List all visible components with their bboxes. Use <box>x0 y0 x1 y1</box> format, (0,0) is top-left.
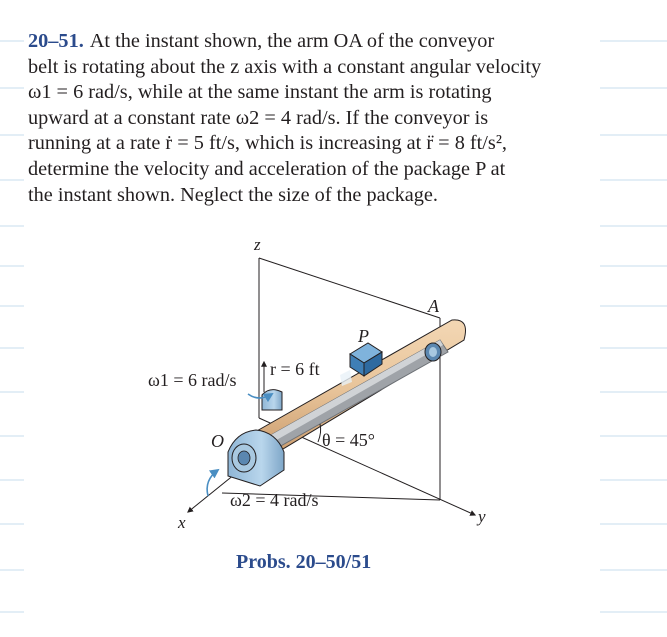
problem-number: 20–51. <box>28 30 84 52</box>
label-r: r = 6 ft <box>270 359 320 379</box>
front-support <box>228 430 284 486</box>
label-omega2: ω2 = 4 rad/s <box>230 490 319 510</box>
label-y: y <box>478 507 486 526</box>
problem-line-6: determine the velocity and acceleration of the package P at <box>28 157 506 180</box>
back-support <box>262 390 282 410</box>
problem-line-4: upward at a constant rate ω2 = 4 rad/s. If the conveyor is <box>28 106 489 129</box>
label-O: O <box>211 431 224 451</box>
label-omega1: ω1 = 6 rad/s <box>148 370 237 390</box>
label-A: A <box>428 296 439 316</box>
label-x: x <box>178 513 186 532</box>
label-P: P <box>358 326 369 346</box>
label-theta: θ = 45° <box>322 430 375 450</box>
label-z: z <box>254 235 261 254</box>
problem-line-7: the instant shown. Neglect the size of the package. <box>28 183 438 206</box>
figure-caption: Probs. 20–50/51 <box>236 551 372 573</box>
problem-line-5: running at a rate ṙ = 5 ft/s, which is increasing at r̈ = 8 ft/s², <box>28 132 507 155</box>
problem-line-1: 20–51. At the instant shown, the arm OA of the conveyor <box>28 30 495 52</box>
problem-line-2: belt is rotating about the z axis with a constant angular velocity <box>28 55 542 78</box>
problem-line-3: ω1 = 6 rad/s, while at the same instant the arm is rotating <box>28 81 492 104</box>
